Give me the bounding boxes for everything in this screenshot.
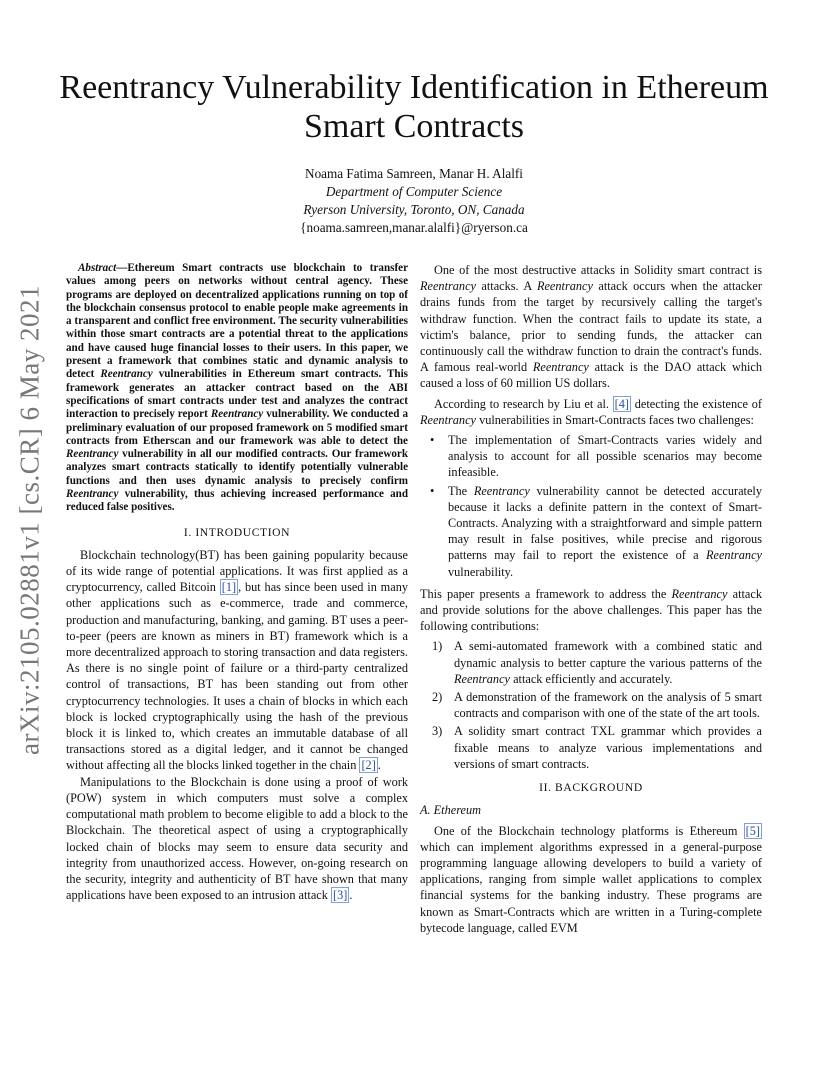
- university: Ryerson University, Toronto, ON, Canada: [303, 202, 525, 217]
- citation-1[interactable]: [1]: [221, 580, 237, 595]
- contributions-list: [420, 638, 762, 772]
- arxiv-sidebar: [10, 285, 50, 755]
- section-heading-background: II. BACKGROUND: [539, 781, 643, 795]
- citation-5[interactable]: [5]: [745, 823, 760, 838]
- challenges-list: [420, 432, 762, 580]
- framework-paragraph: This paper presents a framework to address the Reentrancy attack and provide solutions for the above challenges. This paper has the following contributions:: [420, 586, 762, 634]
- citation-3[interactable]: [3]: [332, 888, 348, 903]
- list-item: 1) A semi-automated framework with a combined static and dynamic analysis to better capture the various patterns of the Reentrancy attack efficiently and accurately.: [432, 639, 762, 686]
- subsection-heading-ethereum: A. Ethereum: [420, 803, 482, 818]
- abstract: Abstract—Ethereum Smart contracts use blockchain to transfer values among peers on networks without central agency. These programs are deployed on decentralized applications running on top of the blockchain consensus protocol to enable people make agreements in a transparent and conflict free environment. The security vulnerabilities within those smart contracts are a potential threat to the applications and have caused huge financial losses to their users. In this paper, we present a framework that combines static and dynamic analysis to detect Reentrancy vulnerabilities in Ethereum smart contracts. This framework generates an attacker contract based on the ABI specifications of smart contracts under test and analyzes the contract interaction to precisely report Reentrancy vulnerability. We conducted a preliminary evaluation of our proposed framework on 5 modified smart contracts from Etherscan and our framework was able to detect the Reentrancy vulnerability in all our modified contracts. Our framework analyzes smart contracts statically to identify potentially vulnerable functions and then uses dynamic analysis to precisely confirm Reentrancy vulnerability, thus achieving increased performance and reduced false positives.: [66, 262, 408, 514]
- bullet-icon: •: [430, 433, 435, 448]
- list-item: • The implementation of Smart-Contracts varies widely and analysis to account for all possible scenarios may become infeasible.: [430, 433, 762, 480]
- challenges-paragraph: According to research by Liu et al. [4] detecting the existence of Reentrancy vulnerabilities in Smart-Contracts faces two challenges:: [420, 396, 762, 427]
- citation-2[interactable]: [2]: [361, 758, 376, 773]
- section-heading-introduction: I. INTRODUCTION: [183, 525, 291, 539]
- author-email: {noama.samreen,manar.alalfi}@ryerson.ca: [300, 220, 528, 235]
- left-column: [66, 262, 408, 903]
- author-names: Noama Fatima Samreen, Manar H. Alalfi: [305, 166, 523, 181]
- author-block: [214, 165, 614, 237]
- reentrancy-paragraph: One of the most destructive attacks in Solidity smart contract is Reentrancy attacks. A Reentrancy attack occurs when the attacker drains funds from the target by recursively calling the target's withdraw function. When the contract fails to update its state, a victim's balance, prior to sending funds, the attacker can continuously call the withdraw function to drain the contract's funds. A famous real-world Reentrancy attack is the DAO attack which caused a loss of 60 million US dollars.: [420, 263, 763, 391]
- intro-paragraph-2: Manipulations to the Blockchain is done using a proof of work (POW) system in which computers must solve a complex computational math problem to become eligible to add a block to the Blockchain. The theoretical aspect of using a cryptographically locked chain of blocks may seem to ensure data security and integrity from unauthorized access. However, on-going research on the security, integrity and authenticity of BT have shown that many applications have been exposed to an intrusion attack [3] .: [66, 774, 408, 903]
- intro-paragraph-1: Blockchain technology(BT) has been gaining popularity because of its wide range of potential applications. It was first applied as a cryptocurrency, called Bitcoin [1] , but has since been used in many other applications such as e-commerce, trade and commerce, production and manufacturing, banking, and gaming. BT uses a peer-to-peer (peers are known as miners in BT) framework which is a more decentralized approach to storing transaction and data registers. As there is no single point of failure or a third-party centralized control of transactions, BT has been standing out from other cryptocurrency technologies. It uses a chain of blocks in which each block is locked cryptographically using the hash of the previous block it is linked to, which creates an immutable database of all transactions stored as a digital ledger, and it cannot be changed without affecting all the blocks linked together in the chain [2] .: [66, 547, 409, 773]
- list-item: 3) A solidity smart contract TXL grammar which provides a fixable means to analyze various implementations and versions of smart contracts.: [432, 724, 762, 771]
- list-item: • The Reentrancy vulnerability cannot be detected accurately because it lacks a definite pattern in the context of Smart-Contracts. Analyzing with a straightforward and simple pattern may result in false positives, while precise and rigorous patterns may fail to report the existence of a Reentrancy vulnerability.: [430, 483, 762, 579]
- department: Department of Computer Science: [325, 184, 503, 199]
- list-item: 2) A demonstration of the framework on the analysis of 5 smart contracts and comparison with one of the state of the art tools.: [432, 690, 762, 721]
- paper-title: Reentrancy Vulnerability Identification in Ethereum Smart Contracts: [59, 69, 769, 145]
- ethereum-paragraph: One of the Blockchain technology platforms is Ethereum [5] which can implement algorithms expressed in a general-purpose programming language allowing developers to build a variety of applications, ranging from simple wallet applications to complex financial systems for the banking industry. These programs are known as Smart-Contracts which are written in a Turing-complete bytecode language, called EVM: [420, 823, 762, 935]
- right-column: [420, 262, 762, 936]
- bullet-icon: •: [430, 483, 435, 498]
- citation-4[interactable]: [4]: [614, 396, 630, 411]
- arxiv-identifier: arXiv:2105.02881v1 [cs.CR] 6 May 2021: [14, 285, 45, 755]
